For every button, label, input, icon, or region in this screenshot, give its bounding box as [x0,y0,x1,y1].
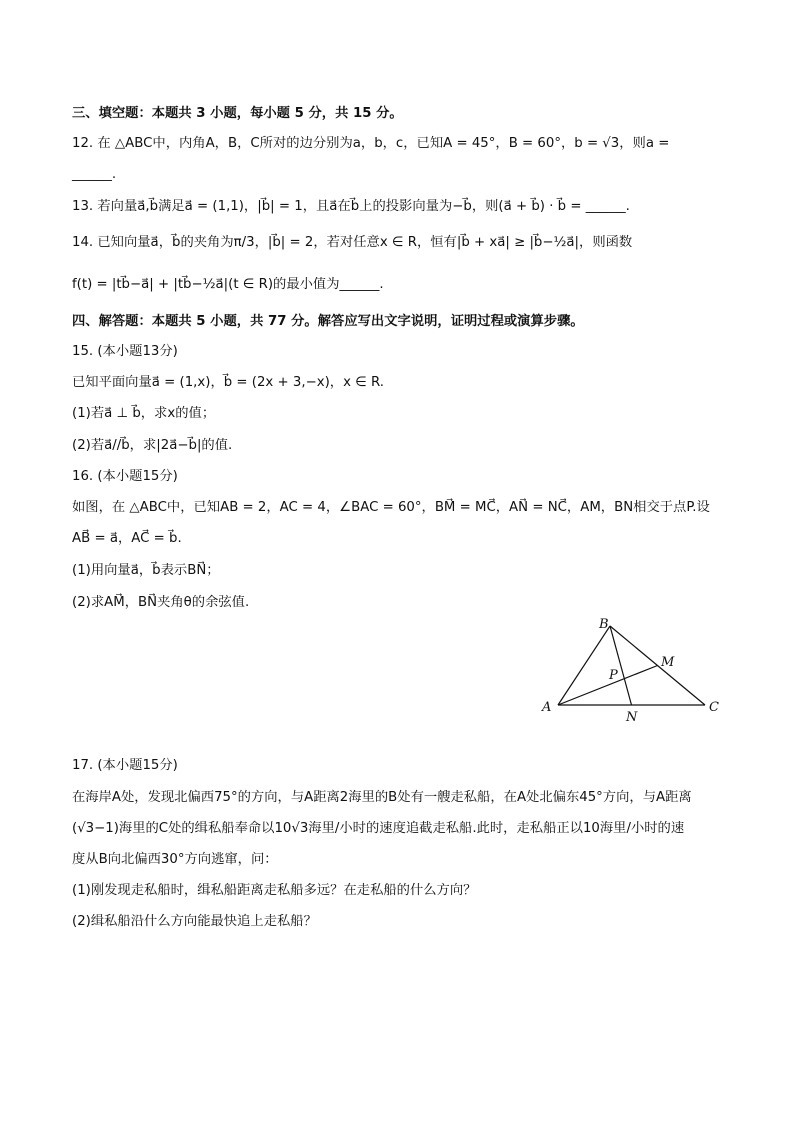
label-B: B [599,617,609,632]
q17-part2: (2)缉私船沿什么方向能最快追上走私船？ [72,914,317,929]
q16-part1: (1)用向量a⃗，b⃗表示BN⃗； [72,563,220,578]
q12-line1: 12. 在 △ABC中，内角A，B，C所对的边分别为a，b，c，已知A = 45°，B = 60°，b = √3，则a = [72,136,670,151]
q16-title: 16. (本小题15分) [72,469,178,484]
q13-line1: 13. 若向量a⃗,b⃗满足a⃗ = (1,1)，|b⃗| = 1，且a⃗在b⃗上的投影向量为−b⃗，则(a⃗ + b⃗) · b⃗ = ______. [72,199,630,214]
triangle-figure [530,612,730,727]
q16-stem-line1: 如图，在 △ABC中，已知AB = 2，AC = 4，∠BAC = 60°，BM⃗ = MC⃗，AN⃗ = NC⃗，AM，BN相交于点P.设 [72,500,710,515]
segment-BN [610,626,632,705]
segment-AM [558,666,658,706]
q17-line1: 在海岸A处，发现北偏西75°的方向，与A距离2海里的B处有一艘走私船，在A处北偏东45°方向，与A距离 [72,790,692,805]
label-C: C [709,700,719,715]
section4-heading: 四、解答题：本题共 5 小题，共 77 分。解答应写出文字说明，证明过程或演算步骤。 [72,314,584,329]
q15-part1: (1)若a⃗ ⊥ b⃗，求x的值； [72,406,216,421]
q17-line3: 度从B向北偏西30°方向逃窜，问： [72,852,278,867]
q14-line2: f(t) = |tb⃗−a⃗| + |tb⃗−½a⃗|(t ∈ R)的最小值为______. [72,277,384,292]
label-P: P [609,668,618,683]
q17-title: 17. (本小题15分) [72,758,178,773]
label-M: M [661,655,675,670]
q14-line1: 14. 已知向量a⃗，b⃗的夹角为π/3，|b⃗| = 2，若对任意x ∈ R，恒有|b⃗ + xa⃗| ≥ |b⃗−½a⃗|，则函数 [72,235,633,250]
q17-part1: (1)刚发现走私船时，缉私船距离走私船多远？在走私船的什么方向？ [72,883,477,898]
q12-line2: ______. [72,167,117,182]
q15-title: 15. (本小题13分) [72,344,178,359]
label-N: N [626,710,638,725]
q16-part2: (2)求AM⃗，BN⃗夹角θ的余弦值. [72,595,250,610]
q16-stem-line2: AB⃗ = a⃗，AC⃗ = b⃗. [72,531,182,546]
q17-line2: (√3−1)海里的C处的缉私船奉命以10√3海里/小时的速度追截走私船.此时，走私船正以10海里/小时的速 [72,821,685,836]
side-AB [558,626,610,705]
q15-stem: 已知平面向量a⃗ = (1,x)，b⃗ = (2x + 3,−x)，x ∈ R. [72,375,384,390]
q15-part2: (2)若a⃗//b⃗，求|2a⃗−b⃗|的值. [72,438,233,453]
section3-heading: 三、填空题：本题共 3 小题，每小题 5 分，共 15 分。 [72,106,403,121]
label-A: A [542,700,552,715]
